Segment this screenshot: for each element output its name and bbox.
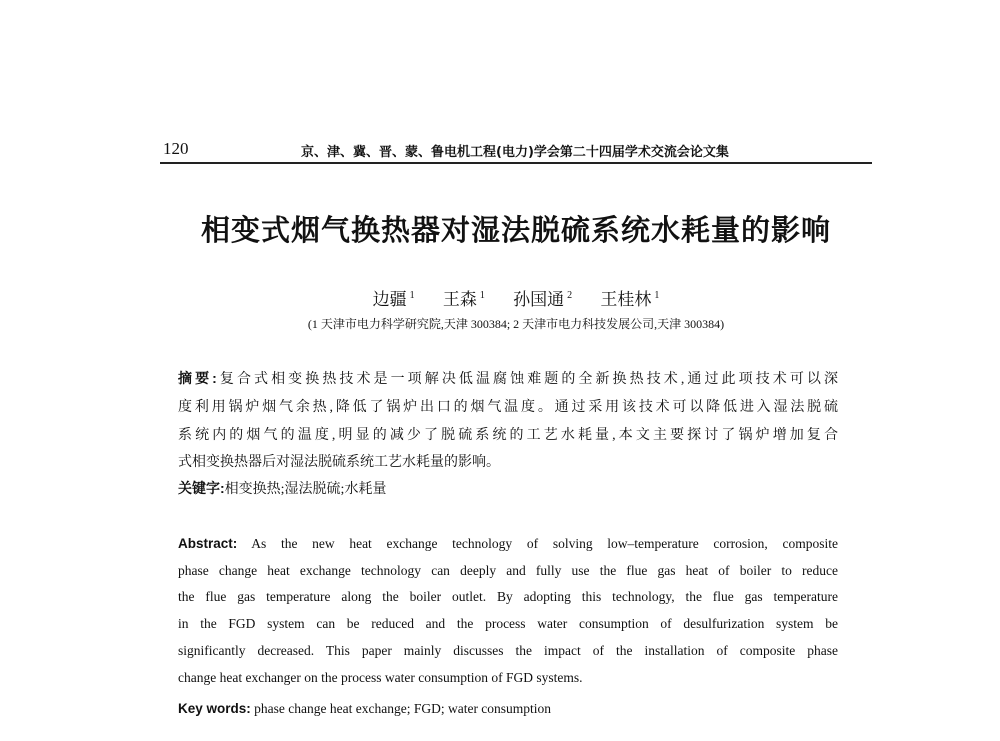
abstract-zh-line: 系统内的烟气的温度,明显的减少了脱硫系统的工艺水耗量,本文主要探讨了锅炉增加复合 xyxy=(178,428,838,443)
author: 王森 $^1$ xyxy=(442,290,485,309)
author: 边疆 $^1$ xyxy=(372,290,415,309)
abstract-zh-line: 式相变换热器后对湿法脱硫系统工艺水耗量的影响。 xyxy=(178,455,500,470)
author: 王桂林 $^1$ xyxy=(600,290,660,309)
abstract-en-line: in the FGD system can be reduced and the process water consumption of desulfurization system be xyxy=(178,616,838,631)
keywords-zh-label: 关键字: xyxy=(178,480,225,496)
running-title: 京、津、冀、晋、蒙、鲁电机工程(电力)学会第二十四届学术交流会论文集 xyxy=(301,145,729,160)
abstract-zh-label: 摘要: xyxy=(178,370,217,386)
author: 孙国通 $^2$ xyxy=(513,290,573,309)
abstract-en-line: Abstract: As the new heat exchange technology of solving low–temperature corrosion, composite xyxy=(178,536,838,551)
affiliations: (1 天津市电力科学研究院,天津 300384; 2 天津市电力科技发展公司,天津 300384) xyxy=(307,317,725,331)
keywords-en-label: Key words: xyxy=(178,701,251,716)
keywords-zh: 关键字:相变换热;湿法脱硫;水耗量 xyxy=(178,480,387,497)
header-rule xyxy=(160,162,872,164)
paper-title: 相变式烟气换热器对湿法脱硫系统水耗量的影响 xyxy=(200,215,831,247)
abstract-en-line: change heat exchanger on the process water consumption of FGD systems. xyxy=(178,670,583,685)
abstract-zh-line: 摘要:复合式相变换热技术是一项解决低温腐蚀难题的全新换热技术,通过此项技术可以深 xyxy=(178,370,838,387)
abstract-en-line: significantly decreased. This paper mainly discusses the impact of the installation of composite phase xyxy=(178,643,838,658)
abstract-en-line: phase change heat exchange technology can deeply and fully use the flue gas heat of boiler to reduce xyxy=(178,563,838,578)
page-number: 120 xyxy=(163,139,189,158)
keywords-en: Key words: phase change heat exchange; FGD; water consumption xyxy=(178,701,552,716)
author-list xyxy=(160,285,872,310)
abstract-zh-line: 度利用锅炉烟气余热,降低了锅炉出口的烟气温度。通过采用该技术可以降低进入湿法脱硫 xyxy=(178,400,838,415)
abstract-en-label: Abstract: xyxy=(178,536,238,551)
abstract-en-line: the flue gas temperature along the boiler outlet. By adopting this technology, the flue gas temperature xyxy=(178,589,838,604)
